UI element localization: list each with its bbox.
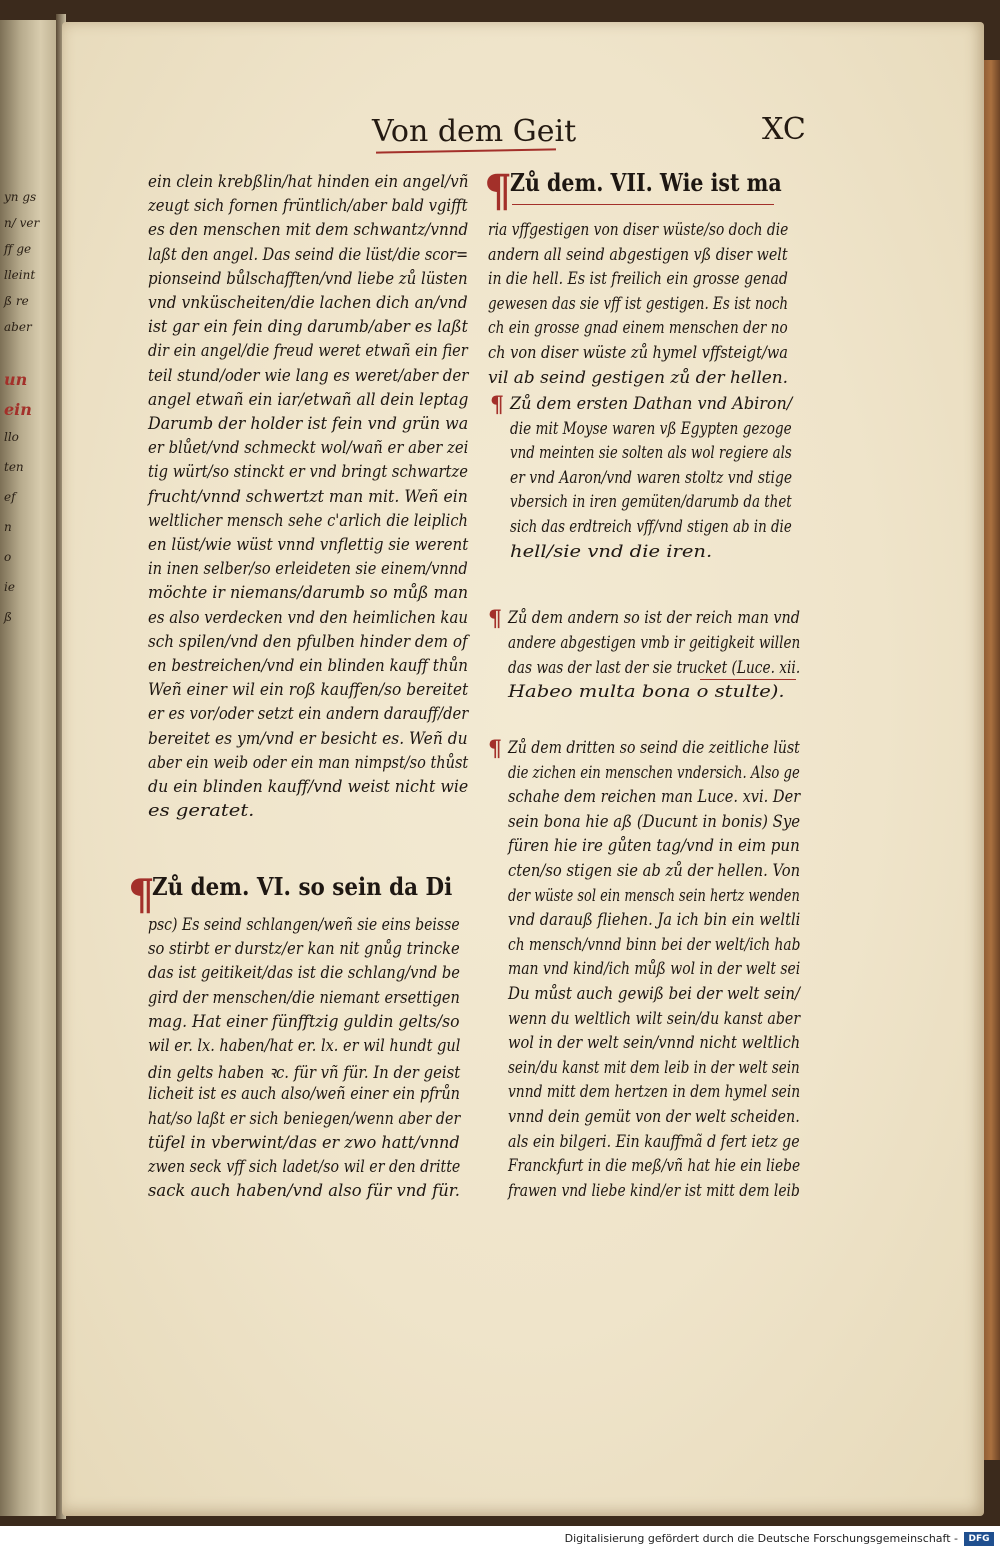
rubric-pilcrow: ¶ bbox=[484, 166, 512, 217]
text-line: zwen seck vff sich ladet/so wil er den dritte bbox=[148, 1157, 461, 1177]
section-heading-vi: Zů dem. VI. so sein da Di bbox=[152, 872, 453, 901]
text-line: bereitet es ym/vnd er besicht es. Weñ du bbox=[148, 728, 468, 749]
text-line: tüfel in vberwint/das er zwo hatt/vnnd bbox=[148, 1132, 460, 1153]
text-line: ein clein krebßlin/hat hinden ein angel/vñ bbox=[148, 172, 469, 192]
text-line: möchte ir niemans/darumb so můß man bbox=[148, 583, 469, 604]
rubric-underline bbox=[700, 679, 796, 680]
text-line: ch mensch/vnnd binn bei der welt/ich hab bbox=[508, 934, 801, 955]
text-line: er blůet/vnd schmeckt wol/wañ er aber zei bbox=[148, 438, 469, 459]
text-line: vnd meinten sie solten als wol regiere als bbox=[510, 443, 792, 464]
text-line: sein/du kanst mit dem leib in der welt sein bbox=[508, 1057, 800, 1078]
text-line: Du můst auch gewiß bei der welt sein/ bbox=[508, 984, 801, 1004]
text-line: so stirbt er durstz/er kan nit gnůg trincke bbox=[148, 939, 460, 960]
text-line: ch ein grosse gnad einem menschen der no bbox=[488, 318, 788, 339]
running-title: Von dem Geit bbox=[372, 114, 577, 149]
left-page-fragment: n/ ver bbox=[4, 216, 40, 230]
text-line: Franckfurt in die meß/vñ hat hie ein liebe bbox=[508, 1156, 801, 1177]
left-page-fragment: ef bbox=[4, 490, 16, 504]
left-page-fragment: llo bbox=[4, 430, 19, 444]
text-line: gewesen das sie vff ist gestigen. Es ist noch bbox=[488, 293, 789, 314]
text-line: wol in der welt sein/vnnd nicht weltlich bbox=[508, 1033, 801, 1054]
text-line: vbersich in iren gemüten/darumb da thet bbox=[510, 492, 792, 513]
text-line: sch spilen/vnd den pfulben hinder dem of bbox=[148, 631, 468, 652]
text-line: wil er. lx. haben/hat er. lx. er wil hundt gul bbox=[148, 1036, 461, 1056]
dfg-logo: DFG bbox=[964, 1532, 994, 1546]
text-line: hell/sie vnd die iren. bbox=[510, 541, 713, 562]
text-line: andern all seind abgestigen vß diser welt bbox=[488, 244, 788, 265]
text-line: in inen selber/so erleideten sie einem/vnnd bbox=[148, 559, 468, 580]
left-page-fragment: un bbox=[4, 370, 28, 389]
text-line: andere abgestigen vmb ir geitigkeit willen bbox=[508, 632, 801, 653]
text-line: angel etwañ ein iar/etwañ all dein leptag bbox=[148, 389, 469, 410]
text-line: licheit ist es auch also/weñ einer ein pfrůn bbox=[148, 1084, 460, 1105]
left-page-fragment: yn gs bbox=[4, 190, 37, 204]
text-line: Zů dem dritten so seind die zeitliche lüst bbox=[508, 738, 800, 758]
text-line: weltlicher mensch sehe c'arlich die leiplich bbox=[148, 510, 468, 531]
text-line: schahe dem reichen man Luce. xvi. Der bbox=[508, 787, 801, 808]
text-line: en lüst/wie wüst vnnd vnflettig sie werent bbox=[148, 535, 469, 555]
text-line: wenn du weltlich wilt sein/du kanst aber bbox=[508, 1008, 801, 1029]
text-line: man vnd kind/ich můß wol in der welt sei bbox=[508, 959, 801, 980]
text-line: zeugt sich fornen früntlich/aber bald vgifft bbox=[148, 196, 468, 217]
text-line: pionseind bůlschafften/vnd liebe zů lüsten bbox=[148, 268, 468, 289]
text-line: füren hie ire gůten tag/vnd in eim pun bbox=[508, 836, 800, 857]
text-line: ist gar ein fein ding darumb/aber es laßt bbox=[148, 317, 468, 338]
rubric-pilcrow: ¶ bbox=[490, 392, 504, 418]
folio-number: XC bbox=[762, 112, 806, 147]
left-page-fragment: ie bbox=[4, 580, 15, 594]
text-line: Zů dem andern so ist der reich man vnd bbox=[508, 608, 800, 628]
text-line: laßt den angel. Das seind die lüst/die scor= bbox=[148, 244, 469, 265]
left-page-fragment: o bbox=[4, 550, 12, 564]
text-line: hat/so laßt er sich beniegen/wenn aber der bbox=[148, 1108, 461, 1129]
left-page-fragment: ß bbox=[4, 610, 13, 624]
text-line: cten/so stigen sie ab zů der hellen. Von bbox=[508, 861, 801, 881]
text-line: psc) Es seind schlangen/weñ sie eins beisse bbox=[148, 915, 460, 935]
text-line: das ist geitikeit/das ist die schlang/vnd be bbox=[148, 963, 460, 984]
text-line: vnd darauß fliehen. Ja ich bin ein weltli bbox=[508, 910, 801, 931]
text-line: ria vffgestigen von diser wüste/so doch die bbox=[488, 220, 789, 240]
text-line: aber ein weib oder ein man nimpst/so thůst bbox=[148, 752, 469, 773]
text-line: sack auch haben/vnd also für vnd für. bbox=[148, 1181, 461, 1202]
text-line: tig würt/so stinckt er vnd bringt schwartze bbox=[148, 462, 468, 483]
text-line: das was der last der sie trucket (Luce. xii. bbox=[508, 657, 801, 678]
text-line: Weñ einer wil ein roß kauffen/so bereitet bbox=[148, 680, 469, 701]
rubric-pilcrow: ¶ bbox=[488, 736, 502, 762]
text-line: er es vor/oder setzt ein andern darauff/der bbox=[148, 704, 469, 725]
text-line: gird der menschen/die niemant ersettigen bbox=[148, 987, 460, 1008]
text-line: frucht/vnnd schwertzt man mit. Weñ ein bbox=[148, 486, 468, 507]
text-line: dir ein angel/die freud weret etwañ ein fier bbox=[148, 341, 468, 362]
text-line: die mit Moyse waren vß Egypten gezoge bbox=[510, 418, 792, 439]
left-page-fragment: lleint bbox=[4, 268, 36, 282]
left-page-fragment: n bbox=[4, 520, 12, 534]
text-line: es geratet. bbox=[148, 801, 255, 822]
text-line: frawen vnd liebe kind/er ist mitt dem leib bbox=[508, 1180, 800, 1201]
text-line: mag. Hat einer fünfftzig guldin gelts/so bbox=[148, 1011, 460, 1032]
text-line: vil ab seind gestigen zů der hellen. bbox=[488, 367, 789, 388]
text-line: Darumb der holder ist fein vnd grün wa bbox=[148, 414, 469, 434]
left-page-fragment: ten bbox=[4, 460, 24, 474]
text-line: Zů dem ersten Dathan vnd Abiron/ bbox=[510, 394, 793, 414]
text-line: er vnd Aaron/vnd waren stoltz vnd stige bbox=[510, 467, 793, 488]
section-heading-vii: Zů dem. VII. Wie ist ma bbox=[510, 168, 782, 197]
text-line: Habeo multa bona o stulte). bbox=[508, 682, 785, 703]
text-line: du ein blinden kauff/vnd weist nicht wie bbox=[148, 777, 469, 797]
text-line: vnd vnküscheiten/die lachen dich an/vnd bbox=[148, 293, 468, 313]
text-line: der wüste sol ein mensch sein hertz wenden bbox=[508, 885, 800, 906]
text-line: ch von diser wüste zů hymel vffsteigt/wa bbox=[488, 343, 788, 363]
text-line: vnnd dein gemüt von der welt scheiden. bbox=[508, 1107, 800, 1127]
text-line: die zichen ein menschen vndersich. Also ge bbox=[508, 762, 800, 783]
text-line: sein bona hie aß (Ducunt in bonis) Sye bbox=[508, 811, 801, 832]
rubric-pilcrow: ¶ bbox=[488, 606, 502, 632]
text-line: als ein bilgeri. Ein kauffmã d fert ietz ge bbox=[508, 1131, 800, 1152]
text-line: es den menschen mit dem schwantz/vnnd bbox=[148, 220, 469, 241]
text-line: sich das erdtreich vff/vnd stigen ab in die bbox=[510, 517, 792, 537]
rubric-pilcrow: ¶ bbox=[128, 870, 155, 919]
text-line: in die hell. Es ist freilich ein grosse genad bbox=[488, 269, 788, 290]
left-page-fragment: aber bbox=[4, 320, 32, 334]
text-line: vnnd mitt dem hertzen in dem hymel sein bbox=[508, 1082, 801, 1103]
text-line: en bestreichen/vnd ein blinden kauff thůn bbox=[148, 656, 468, 676]
text-line: es also verdecken vnd den heimlichen kau bbox=[148, 607, 468, 628]
left-page-fragment: ein bbox=[4, 400, 32, 419]
left-page-fragment: ff ge bbox=[4, 242, 32, 256]
text-line: teil stund/oder wie lang es weret/aber der bbox=[148, 365, 469, 386]
funding-notice: Digitalisierung gefördert durch die Deutsche Forschungsgemeinschaft - bbox=[564, 1532, 958, 1545]
footer-bar bbox=[0, 1528, 1000, 1551]
rubric-underline bbox=[512, 204, 774, 205]
left-page-fragment: ß re bbox=[4, 294, 29, 308]
text-line: din gelts haben ꝛc. für vñ für. In der geist bbox=[148, 1063, 461, 1084]
